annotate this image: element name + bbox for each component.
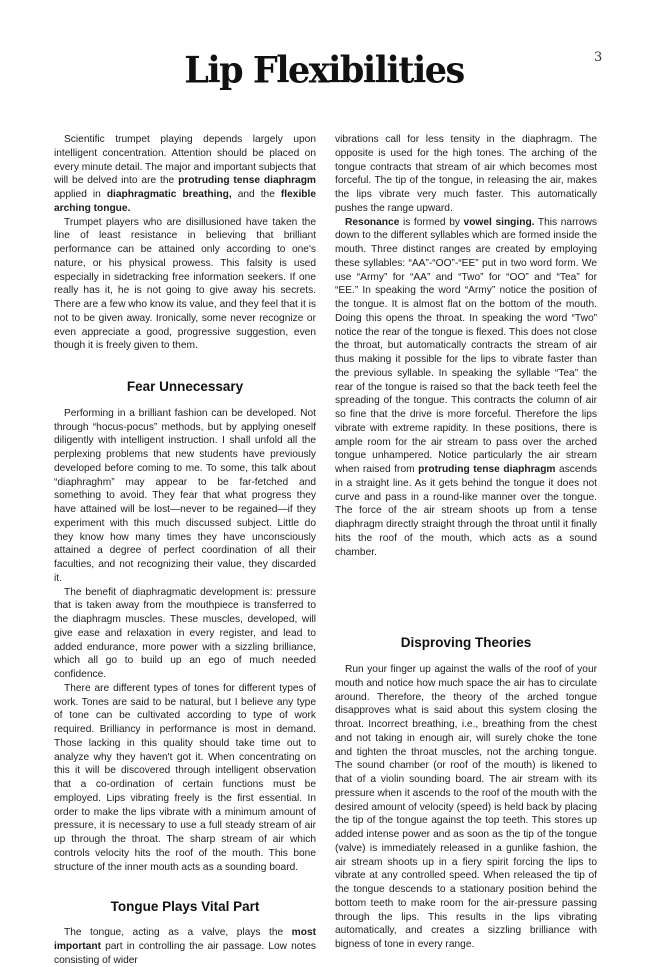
text-run: ascends in a straight line. As it gets behind the tongue it does not curve and pass in a round-like manner over the tongue. The force of the air stream shoots up from a tense diaphragm directly straight through the throat until it finally hits the roof of the mouth, which acts as a sound chamber.: [335, 464, 597, 558]
left-column: [54, 133, 316, 967]
text-run: applied in: [54, 189, 107, 200]
fear-paragraph-3: There are different types of tones for different types of work. Tones are said to be natural, but I believe any type of tone can be cultivated according to type of work required. Brilliancy in performance is most in demand. Those lacking in this quality should take time out to analyze why they haven't got it. When concentrating on this it will be discovered through intelligent observation that a co-ordination of certain functions must be employed. Lips vibrating freely is the first essential. In order to make the lips vibrate with a minimum amount of pressure, it is necessary to use a full steady stream of air up through the throat. The sharp stream of air which controls velocity hits the roof of the mouth. This bone structure of the inner mouth acts as a sounding board.: [54, 682, 316, 873]
fear-paragraph-2: The benefit of diaphragmatic development is: pressure that is taken away from the mouthpiece is transferred to the diaphragm muscles. These muscles, developed, will give ease and relaxation in every register, and lead to added endurance, more power with a sizzling brilliance, which all go to build up an ego of much needed confidence.: [54, 586, 316, 680]
bold-text: vowel singing.: [463, 216, 535, 228]
intro-paragraph-2: Trumpet players who are disillusioned have taken the line of least resistance in believing that brilliant performance can be attained only according to one's nature, or his physical prowess. This falsity is used especially in sidetracking free information seekers. If one really has it, he is not going to give away his secrets. There are a few who know its value, and they feel that it is not to be given away. Ironically, some never recognize or even appreciate a good, progressive suggestion, even though it is freely given to them.: [54, 216, 316, 352]
resonance-paragraph: [335, 216, 597, 560]
text-run: part in controlling the air passage. Low notes consisting of wider: [54, 940, 316, 966]
tongue-paragraph-continued: vibrations call for less tensity in the diaphragm. The opposite is used for the high tones. The arching of the tongue contracts that stream of air which becomes most forceful. The tip of the tongue, in releasing the air, makes the lips vibrate very much faster. This automatically pushes the range upward.: [335, 134, 597, 214]
bold-text: diaphragmatic breathing,: [106, 189, 232, 200]
section-heading-tongue-plays-vital-part: Tongue Plays Vital Part: [110, 899, 260, 915]
section-heading-disproving-theories: Disproving Theories: [400, 635, 532, 651]
text-run: and the: [231, 189, 281, 200]
text-run: The tongue, acting as a valve, plays the: [64, 927, 292, 938]
bold-text: protruding tense diaphragm: [178, 175, 316, 187]
bold-text: protruding tense diaphragm: [418, 464, 556, 475]
page-number: 3: [594, 50, 603, 65]
page-title: Lip Flexibilities: [184, 48, 464, 93]
bold-text: most important: [54, 927, 316, 952]
tongue-paragraph-1: [54, 926, 316, 967]
text-run: Scientific trumpet playing depends largely upon intelligent concentration. Attention should be placed on every minute detail. The major and important subjects that will be delved into are the: [54, 134, 316, 187]
text-run: is formed by: [399, 216, 464, 228]
right-column: [335, 133, 597, 952]
fear-paragraph-1: Performing in a brilliant fashion can be developed. Not through “hocus-pocus” methods, but by applying oneself diligently with intelligent instruction. I shall unfold all the perplexing problems that new students have previously developed before coming to me. To some, this talk about “diaphraghm” may appear to be far-fetched and something to avoid. They fear that what progress they have attained will be lost—never to be regained—if they experiment with this much discussed subject. Little do they know how many times they have unconsciously attained a degree of perfect coordination of all their faculties, and not recognizing their value, they discarded it.: [54, 407, 316, 584]
bold-text: flexible arching tongue.: [54, 189, 317, 214]
section-heading-fear-unnecessary: Fear Unnecessary: [126, 379, 244, 394]
disprove-paragraph-1: Run your finger up against the walls of the roof of your mouth and notice how much space the air has to circulate around. Therefore, the theory of the arched tongue disapproves what is said about this system closing the throat. Incorrect breathing, i.e., breathing from the chest and not taking in enough air, will surely choke the tone and tighten the throat muscles, not the arching tongue. The sound chamber (or roof of the mouth) is likened to that of a violin sounding board. The air stream with its pressure when it ascends to the roof of the mouth with the desired amount of velocity (speed) is held back by placing the tip of the tongue against the top teeth. This stores up added intense power and as soon as the tip of the tongue (valve) is immediately released in a gunlike fashion, the air stream shoots up in a fiery spirit forcing the lips to vibrate at any controlled speed. When released the tip of the tongue descends to a stationary position behind the bottom teeth to make room for the air-pressure passing through the lips. This results in the lips vibrating automatically, and creates a sizzling brilliance with bigness of tone in every range.: [335, 664, 597, 950]
bold-text: Resonance: [345, 216, 400, 228]
text-run: This narrows down to the different syllables which are formed inside the mouth. Three distinct ranges are created by employing these syllables: “AA”-“OO”-“EE” put in two word form. We use “Army” for “AA” and “Two” for “OO” and “Tea” for “EE.” In speaking the word “Army” notice the position of the tongue. It is almost flat on the bottom of the mouth. Doing this opens the throat. In speaking the word “Two” notice the rear of the tongue is flexed. This does not close the throat, but automatically contracts the stream of air thus making it possible for the lips to vibrate faster than the previous syllable. In speaking the syllable “Tea” the rear of the tongue is raised so that the back teeth feel the spreading of the tongue. This contracts the column of air so fine that the drive is more forceful. Therefore the lips vibrate with extreme rapidity. In these positions, there is ample room for the air stream to pass over the arched tongue unhampered. Notice particularly the air stream when raised from: [335, 216, 597, 475]
intro-paragraph-1: [54, 133, 316, 216]
